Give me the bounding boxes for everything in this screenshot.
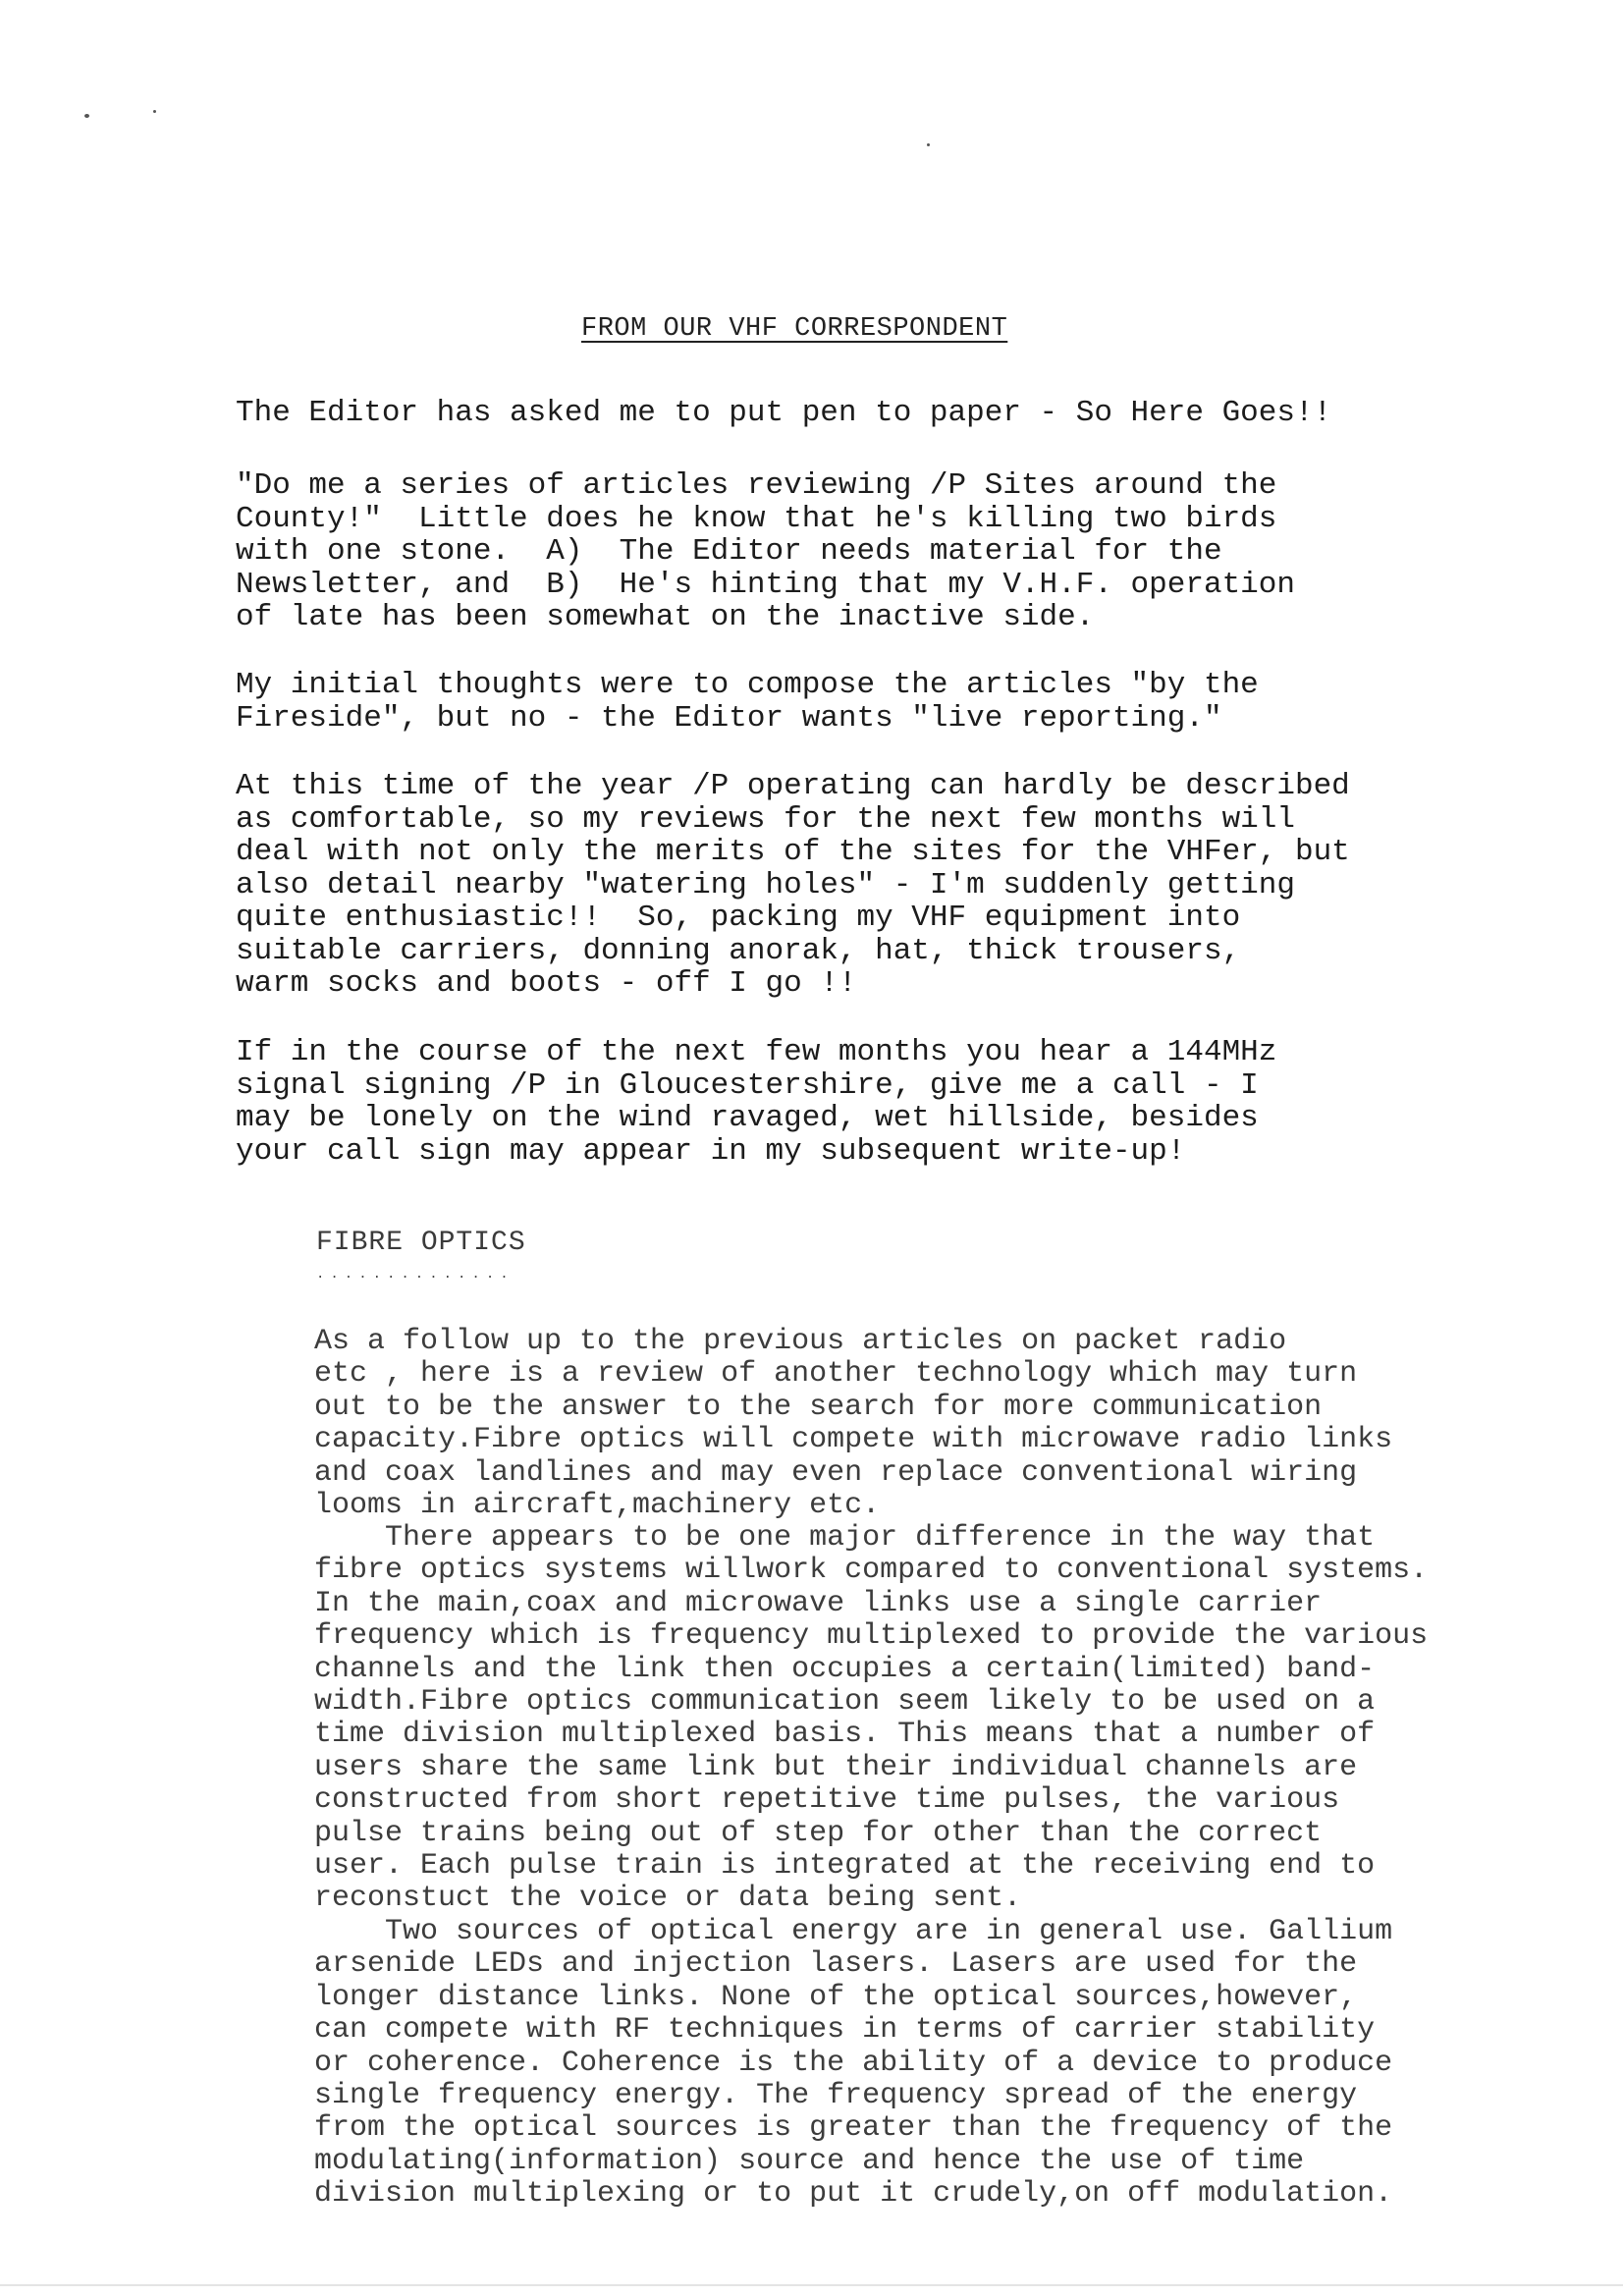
speck-mark: [84, 114, 89, 118]
article-paragraph-5: If in the course of the next few months you hear a 144MHz signal signing /P in Gloucestershire, give me a call - I may be lonely on the wind ravaged, wet hillside, besides your call sign may appear in my subsequent write-up!: [236, 1035, 1277, 1169]
fibre-optics-paragraph-3: Two sources of optical energy are in general use. Gallium arsenide LEDs and injection lasers. Lasers are used for the longer distance links. None of the optical sources,however, can compete with RF techniques in terms of carrier stability or coherence. Coherence is the ability of a device to produce single frequency energy. The frequency spread of the energy from the optical sources is greater than the frequency of the modulating(information) source and hence the use of time division multiplexing or to put it crudely,on off modulation.: [314, 1915, 1393, 2212]
article-paragraph-4: At this time of the year /P operating can hardly be described as comfortable, so my reviews for the next few months will deal with not only the merits of the sites for the VHFer, but also detail nearby "watering holes" - I'm suddenly getting quite enthusiastic!! So, packing my VHF equipment into suitable carriers, donning anorak, hat, thick trousers, warm socks and boots - off I go !!: [236, 769, 1350, 1001]
page-bottom-edge: [0, 2284, 1623, 2286]
speck-mark: [153, 110, 156, 113]
article-paragraph-1: The Editor has asked me to put pen to paper - So Here Goes!!: [236, 396, 1332, 430]
article-paragraph-2: "Do me a series of articles reviewing /P Sites around the County!" Little does he know that he's killing two birds with one stone. A) The Editor needs material for the Newsletter, and B) He's hinting that my V.H.F. operation of late has been somewhat on the inactive side.: [236, 468, 1295, 634]
fibre-optics-heading: FIBRE OPTICS: [316, 1228, 526, 1258]
fibre-optics-heading-underline: ..............: [316, 1267, 514, 1283]
fibre-optics-paragraph-2: There appears to be one major difference in the way that fibre optics systems willwork compared to conventional systems. In the main,coax and microwave links use a single carrier frequency which is frequency multiplexed to provide the various channels and the link then occupies a certain(limited) band- width.Fibre optics communication seem likely to be used on a time division multiplexed basis. This means that a number of users share the same link but their individual channels are constructed from short repetitive time pulses, the various pulse trains being out of step for other than the correct user. Each pulse train is integrated at the receiving end to reconstuct the voice or data being sent.: [314, 1521, 1429, 1916]
fibre-optics-paragraph-1: As a follow up to the previous articles on packet radio etc , here is a review of another technology which may turn out to be the answer to the search for more communication capacity.Fibre optics will compete with microwave radio links and coax landlines and may even replace conventional wiring looms in aircraft,machinery etc.: [314, 1325, 1393, 1523]
article-title: FROM OUR VHF CORRESPONDENT: [581, 314, 1008, 344]
article-paragraph-3: My initial thoughts were to compose the articles "by the Fireside", but no - the Editor wants "live reporting.": [236, 668, 1259, 736]
speck-mark: [927, 143, 930, 146]
